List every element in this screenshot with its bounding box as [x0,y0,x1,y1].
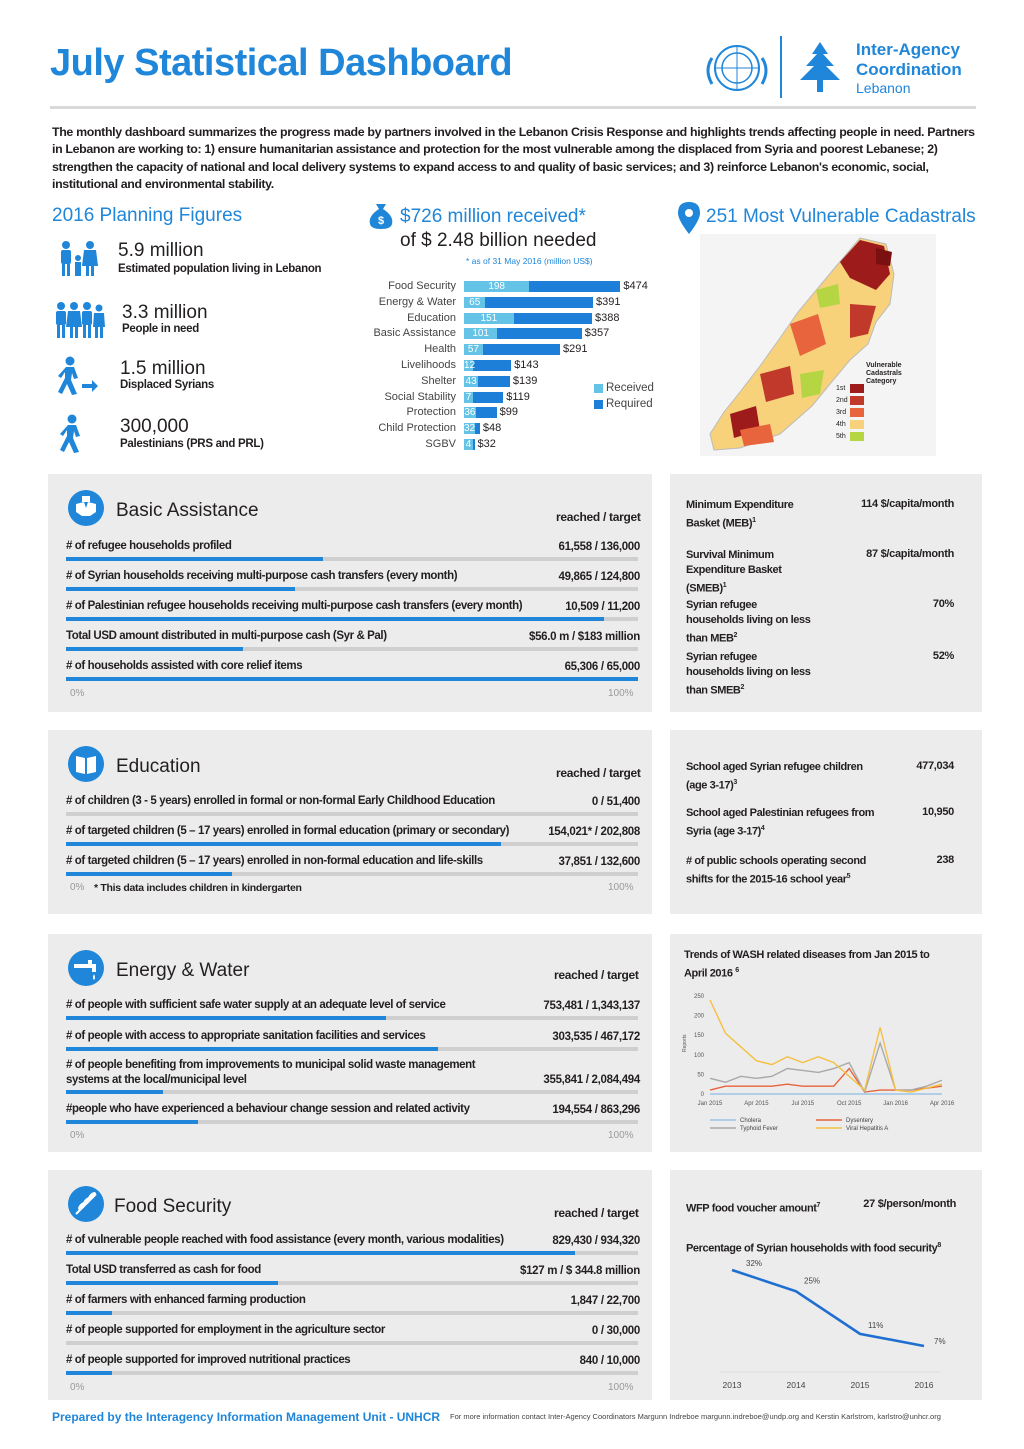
food-progress-track [66,1341,638,1345]
energy-progress-fill [66,1047,438,1051]
basic-progress-fill [66,587,295,591]
map-legend-row-4: 4th [836,420,846,428]
basic-side-value: 114 $/capita/month [860,498,954,510]
wfp-voucher-sup: 7 [816,1202,821,1209]
funding-received-bar: 12 [464,360,476,371]
wash-xtick-label: Apr 2016 [929,1101,955,1107]
wash-chart-title-text: Trends of WASH related diseases from Jan 2015 to April 2016 [684,949,930,980]
basic-indicator-value: 65,306 / 65,000 [564,661,640,673]
funding-category-label: Education [407,311,456,324]
funding-category-label: Protection [406,406,456,419]
funding-required-label: $119 [506,390,530,403]
funding-received-bar: 65 [464,297,485,308]
education-side-panel [670,730,982,914]
funding-received-bar: 198 [464,281,529,292]
energy-indicator-value: 355,841 / 2,084,494 [543,1074,640,1086]
food-security-panel [48,1170,652,1400]
funding-subtitle: of $ 2.48 billion needed [400,230,597,251]
wheat-icon [68,1186,104,1222]
funding-received-bar: 57 [464,344,483,355]
energy-title: Energy & Water [116,960,250,981]
planning-num-4: 300,000 [120,416,189,437]
cadastrals-title: 251 Most Vulnerable Cadastrals [706,206,976,227]
funding-received-bar: 32 [464,423,476,435]
funding-category-label: Energy & Water [378,295,456,308]
funding-row [352,296,652,309]
education-indicator-value: 37,851 / 132,600 [558,856,640,868]
funding-received-bar: 7 [465,391,472,403]
energy-reached-target-header: reached / target [554,968,639,982]
intro-paragraph: The monthly dashboard summarizes the progress made by partners involved in the Lebanon Crisis Response and highlights trends affecting people in need. Partners in Lebanon are working to: 1) ensure humanitarian assistance and protection for the most vulnerable among the displaced from Syria and poorest Lebanese; 2) strengthen the capacity of national and local delivery systems to expand access to and quality of basic services; and 3) reinforce Lebanon's economic, social, institutional and environmental stability. [52,125,975,192]
food-indicator-label: # of vulnerable people reached with food assistance (every month, various modalities) [66,1234,504,1246]
food-reached-target-header: reached / target [554,1206,639,1220]
wash-xtick-label: Jan 2016 [883,1101,908,1107]
funding-received-bar: 43 [465,375,477,387]
basic-progress-fill [66,677,638,681]
un-logo [700,36,774,100]
planning-num-3: 1.5 million [120,358,206,379]
wash-chart-panel [670,934,982,1152]
wfp-voucher-value: 27 $/person/month [863,1198,956,1210]
food-indicator-label: # of farmers with enhanced farming production [66,1294,306,1306]
legend-required-swatch [594,400,603,409]
funding-chart [352,280,662,455]
energy-indicator-value: 194,554 / 863,296 [552,1104,640,1116]
education-indicator-label: # of children (3 - 5 years) enrolled in formal or non-formal Early Childhood Education [66,795,495,807]
logo-line-3: Lebanon [856,80,911,96]
cedar-icon [792,40,848,96]
energy-pct-0: 0% [70,1130,85,1141]
basic-side-label [686,498,816,532]
education-progress-fill [66,872,232,876]
basic-side-label [686,650,816,699]
map-legend-title: Vulnerable Cadastrals Category [866,362,902,385]
funding-category-label: SGBV [425,438,456,450]
energy-progress-track [66,1120,638,1124]
education-pct-0: 0% [70,882,85,893]
money-bag-icon [368,202,394,235]
food-security-xtick-label: 2016 [914,1380,934,1390]
legend-required-label: Required [606,398,653,410]
planning-label-1: Estimated population living in Lebanon [118,263,322,275]
funding-required-label: $291 [563,343,588,356]
education-progress-track [66,812,638,816]
funding-category-label: Health [424,343,456,356]
funding-required-label: $474 [623,280,648,292]
food-indicator-value: 1,847 / 22,700 [570,1295,640,1307]
education-indicator-label: # of targeted children (5 – 17 years) enrolled in formal education (primary or secondary) [66,825,510,837]
food-security-data-label: 32% [746,1259,763,1268]
basic-side-value: 52% [932,650,954,662]
funding-required-label: $357 [584,327,610,340]
basic-side-value: 87 $/capita/month [866,548,954,560]
funding-received-bar: 151 [464,313,514,324]
funding-note: * as of 31 May 2016 (million US$) [466,256,593,266]
energy-progress-fill [66,1090,163,1094]
funding-category-label: Shelter [421,374,456,387]
wash-legend-label: Cholera [740,1118,762,1124]
food-security-line [732,1270,924,1346]
hands-icon [68,490,104,526]
basic-reached-target-header: reached / target [556,510,641,524]
wash-xtick-label: Jan 2015 [697,1101,723,1107]
wash-line-chart [670,934,982,1152]
food-indicator-value: 0 / 30,000 [591,1325,640,1337]
funding-row [352,312,652,325]
wash-xtick-label: Apr 2015 [744,1101,769,1107]
basic-indicator-label: # of Syrian households receiving multi-purpose cash transfers (every month) [66,570,458,582]
energy-indicator-label: #people who have experienced a behaviour change session and related activity [66,1103,470,1115]
basic-indicator-label: # of refugee households profiled [66,540,232,552]
funding-required-label: $32 [477,438,496,450]
food-security-data-label: 11% [868,1320,884,1330]
vulnerability-map [700,234,936,456]
funding-category-label: Livelihoods [400,359,456,371]
wash-ylabel: Reports [682,1034,688,1052]
basic-side-label-text: Syrian refugee households living on less than SMEB [686,651,811,697]
funding-required-label: $99 [499,406,519,419]
wash-chart-title-sup: 6 [735,967,739,974]
planning-label-2: People in need [122,323,199,335]
tap-icon [68,950,104,986]
map-legend-rows [836,382,932,442]
food-progress-track [66,1371,638,1375]
education-progress-track [66,872,638,876]
education-title: Education [116,756,201,777]
education-side-value: 477,034 [916,760,954,772]
energy-indicator-label: # of people with access to appropriate sanitation facilities and services [66,1030,426,1042]
basic-side-label-sup: 2 [740,684,744,691]
book-icon [68,746,104,782]
food-indicator-label: # of people supported for improved nutritional practices [66,1354,351,1366]
funding-category-label: Food Security [388,280,456,292]
food-security-data-label: 25% [804,1276,821,1286]
logo-line-1: Inter-Agency [856,40,960,59]
education-progress-track [66,842,638,846]
food-side-panel [670,1170,982,1400]
food-pct-0: 0% [70,1382,85,1393]
energy-progress-fill [66,1120,198,1124]
logo-line-2: Coordination [856,60,962,79]
food-progress-fill [66,1281,278,1285]
map-legend-row-5: 5th [836,432,846,440]
basic-assistance-side-panel [670,474,982,712]
education-side-value: 10,950 [922,806,954,818]
wash-ytick-label: 250 [693,994,704,1000]
education-side-label-sup: 3 [733,779,737,786]
wash-series-line-dysentery [710,1069,942,1093]
food-pct-100: 100% [608,1382,634,1393]
energy-pct-100: 100% [608,1130,634,1141]
map-legend-swatch-3 [850,408,864,417]
legend-received-swatch [594,384,603,393]
basic-indicator-label: # of Palestinian refugee households receiving multi-purpose cash transfers (every month) [66,600,523,612]
map-legend-row-3: 3rd [836,408,847,416]
map-legend-row-2: 2nd [836,396,848,404]
energy-indicator-value: 303,535 / 467,172 [552,1031,640,1043]
planning-title: 2016 Planning Figures [52,205,243,226]
map-legend-row-1: 1st [836,384,846,392]
food-progress-track [66,1311,638,1315]
wash-legend-label: Typhoid Fever [740,1126,779,1132]
wash-ytick-label: 100 [693,1052,704,1059]
education-pct-100: 100% [608,882,634,893]
food-title: Food Security [114,1196,232,1217]
education-side-label-text: School aged Syrian refugee children (age 3-17) [686,761,863,792]
food-indicator-value: $127 m / $ 344.8 million [519,1265,640,1277]
food-security-chart-title-text: Percentage of Syrian households with food security [686,1242,938,1255]
logo-divider [780,36,782,98]
energy-progress-fill [66,1016,386,1020]
planning-num-2: 3.3 million [122,302,208,323]
svg-text:$: $ [377,215,385,227]
basic-side-label-text: Syrian refugee households living on less than MEB [686,599,811,645]
food-indicator-value: 829,430 / 934,320 [552,1235,640,1247]
walking-arrow-icon [56,356,98,401]
wash-ytick-label: 50 [697,1072,704,1079]
basic-side-label [686,548,816,597]
food-security-xtick-label: 2013 [722,1380,742,1390]
funding-title: $726 million received* [400,206,586,227]
funding-category-label: Child Protection [378,422,456,435]
funding-category-label: Basic Assistance [373,327,456,340]
energy-progress-track [66,1090,638,1094]
education-note: * This data includes children in kindergarten [94,882,302,894]
food-security-chart-sup: 8 [937,1242,941,1249]
energy-indicator-value: 753,481 / 1,343,137 [543,1000,640,1012]
header-rule [50,106,976,109]
energy-indicator-label: # of people with sufficient safe water supply at an adequate level of service [66,999,446,1011]
energy-progress-track [66,1016,638,1020]
education-side-label-sup: 5 [846,873,851,880]
planning-label-3: Displaced Syrians [120,379,214,391]
map-legend-swatch-5 [850,432,864,441]
funding-required-label: $388 [595,311,620,324]
legend-received-label: Received [606,382,654,394]
education-progress-fill [66,842,501,846]
map-legend-swatch-2 [850,396,864,405]
funding-required-label: $48 [482,422,502,435]
basic-side-label-sup: 1 [752,517,756,524]
funding-row [352,438,652,451]
education-indicator-value: 154,021* / 202,808 [548,826,640,838]
funding-row [352,422,652,435]
basic-side-label-sup: 1 [722,582,727,589]
wash-series-line-viral-hepatitis-a [710,1000,942,1092]
family-icon [56,240,100,283]
funding-received-bar: 101 [464,328,497,339]
funding-required-label: $391 [596,295,621,308]
funding-required-label: $143 [514,359,539,371]
funding-category-label: Social Stability [384,390,456,403]
food-progress-fill [66,1251,575,1255]
basic-progress-track [66,557,638,561]
education-side-label-text: School aged Palestinian refugees from Syria (age 3-17) [686,807,875,838]
footer-prepared-by: Prepared by the Interagency Information Management Unit - UNHCR [52,1410,441,1424]
education-indicator-value: 0 / 51,400 [591,796,640,808]
education-side-label-sup: 4 [760,825,765,832]
planning-label-4: Palestinians (PRS and PRL) [120,438,264,450]
basic-progress-track [66,617,638,621]
wash-ytick-label: 150 [693,1033,704,1040]
basic-indicator-label: # of households assisted with core relief items [66,660,303,672]
wash-ytick-label: 0 [700,1092,704,1098]
basic-progress-track [66,587,638,591]
wash-xtick-label: Oct 2015 [837,1101,862,1107]
basic-side-value: 70% [932,598,954,610]
funding-required-label: $139 [512,374,538,387]
map-legend-swatch-4 [850,420,864,429]
food-security-xtick-label: 2015 [850,1380,870,1390]
footer-contact: For more information contact Inter-Agency Coordinators Margunn Indreboe margunn.indreboe@undp.org and Kerstin Karlstrom, karlstro@unhcr.org [450,1412,941,1421]
location-pin-icon [678,202,700,239]
food-security-line-chart [670,1170,982,1400]
funding-received-bar: 36 [464,407,476,419]
food-indicator-label: Total USD transferred as cash for food [66,1264,261,1276]
basic-progress-fill [66,617,604,621]
basic-side-label-text: Minimum Expenditure Basket (MEB) [686,499,794,530]
funding-row [352,343,652,356]
basic-side-label-text: Survival Minimum Expenditure Basket (SMEB) [686,549,782,595]
funding-row [352,359,652,372]
basic-title: Basic Assistance [116,500,259,521]
basic-indicator-value: 49,865 / 124,800 [558,571,640,583]
basic-assistance-panel [48,474,652,712]
basic-indicator-value: 10,509 / 11,200 [565,601,640,613]
funding-row [352,280,652,293]
wash-ytick-label: 200 [693,1013,704,1020]
food-security-data-label: 7% [934,1337,946,1346]
food-indicator-label: # of people supported for employment in the agriculture sector [66,1324,385,1336]
basic-side-label-sup: 2 [733,632,738,639]
food-progress-fill [66,1371,112,1375]
basic-side-label [686,598,816,647]
basic-progress-track [66,647,638,651]
food-progress-track [66,1281,638,1285]
food-progress-fill [66,1311,112,1315]
energy-water-panel [48,934,652,1152]
education-side-value: 238 [936,854,954,866]
funding-received-bar: 4 [465,439,472,450]
people-group-icon [54,300,106,345]
energy-indicator-label: # of people benefiting from improvements to municipal solid waste management systems at the local/municipal level [66,1059,476,1086]
basic-indicator-value: 61,558 / 136,000 [558,541,640,553]
funding-row [352,327,652,340]
education-indicator-label: # of targeted children (5 – 17 years) enrolled in non-formal education and life-skills [66,855,483,867]
basic-progress-track [66,677,638,681]
basic-pct-100: 100% [608,688,634,699]
wash-legend-label: Dysentery [846,1118,874,1124]
basic-indicator-label: Total USD amount distributed in multi-purpose cash (Syr & Pal) [66,630,387,642]
wash-legend-label: Viral Hepatitis A [846,1126,889,1132]
education-side-label-text: # of public schools operating second shifts for the 2015-16 school year [686,855,866,886]
basic-progress-fill [66,557,323,561]
food-security-xtick-label: 2014 [786,1380,806,1390]
food-indicator-value: 840 / 10,000 [579,1355,640,1367]
education-panel [48,730,652,914]
basic-indicator-value: $56.0 m / $183 million [528,631,640,643]
wash-xtick-label: Jul 2015 [791,1101,815,1107]
energy-progress-track [66,1047,638,1051]
walking-person-icon [58,414,86,459]
page-title: July Statistical Dashboard [50,42,513,84]
map-legend-swatch-1 [850,384,864,393]
basic-pct-0: 0% [70,688,85,699]
food-progress-track [66,1251,638,1255]
education-reached-target-header: reached / target [556,766,641,780]
planning-num-1: 5.9 million [118,240,204,261]
wfp-voucher-label-text: WFP food voucher amount [686,1202,817,1215]
basic-progress-fill [66,647,243,651]
